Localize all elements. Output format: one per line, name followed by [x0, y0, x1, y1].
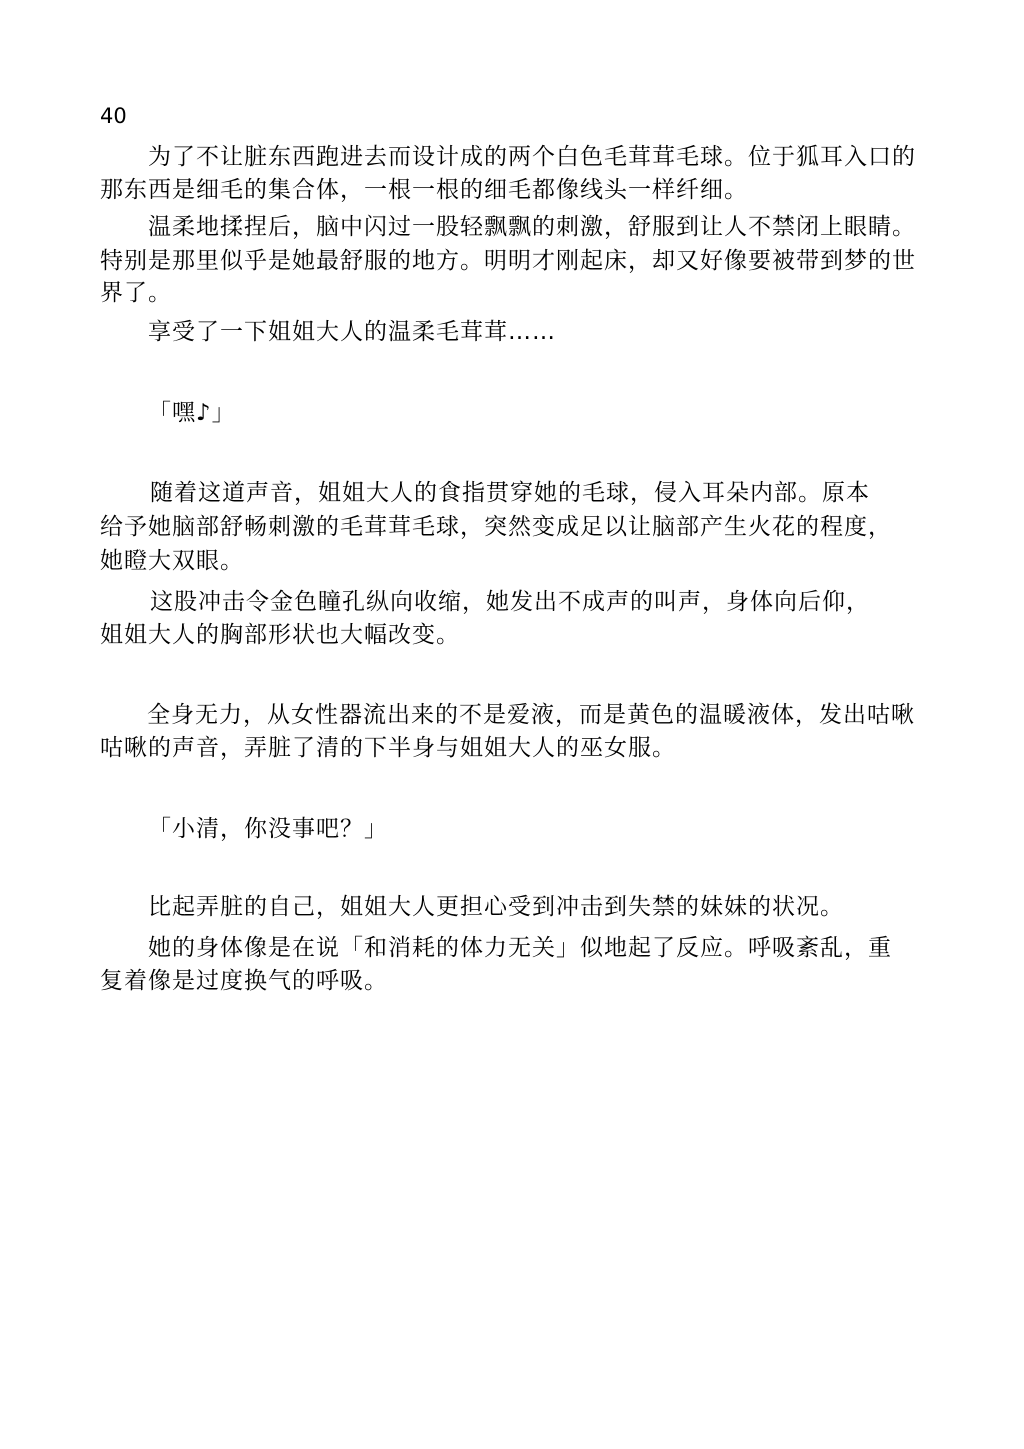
paragraph-line: 温柔地揉捏后，脑中闪过一股轻飘飘的刺激，舒服到让人不禁闭上眼睛。: [148, 214, 916, 240]
paragraph-line: 全身无力，从女性器流出来的不是爱液，而是黄色的温暖液体，发出咕啾: [147, 702, 915, 728]
paragraph-line: 她瞪大双眼。: [100, 548, 244, 574]
paragraph-line: 享受了一下姐姐大人的温柔毛茸茸……: [148, 319, 556, 345]
paragraph-line: 那东西是细毛的集合体，一根一根的细毛都像线头一样纤细。: [100, 177, 748, 203]
paragraph-line: 界了。: [100, 280, 172, 306]
paragraph-line: 比起弄脏的自己，姐姐大人更担心受到冲击到失禁的妹妹的状况。: [148, 894, 844, 920]
page-number: 40: [100, 104, 127, 128]
paragraph-line: 姐姐大人的胸部形状也大幅改变。: [100, 622, 460, 648]
paragraph-line: 随着这道声音，姐姐大人的食指贯穿她的毛球，侵入耳朵内部。原本: [150, 480, 870, 506]
paragraph-line: 给予她脑部舒畅刺激的毛茸茸毛球，突然变成足以让脑部产生火花的程度，: [100, 514, 892, 540]
paragraph-line: 咕啾的声音，弄脏了清的下半身与姐姐大人的巫女服。: [100, 735, 676, 761]
dialogue-line: 「小清，你没事吧？」: [148, 816, 388, 842]
paragraph-line: 她的身体像是在说「和消耗的体力无关」似地起了反应。呼吸紊乱，重: [148, 935, 892, 961]
paragraph-line: 这股冲击令金色瞳孔纵向收缩，她发出不成声的叫声，身体向后仰，: [150, 589, 870, 615]
paragraph-line: 为了不让脏东西跑进去而设计成的两个白色毛茸茸毛球。位于狐耳入口的: [148, 144, 916, 170]
paragraph-line: 特别是那里似乎是她最舒服的地方。明明才刚起床，却又好像要被带到梦的世: [100, 248, 916, 274]
paragraph-line: 复着像是过度换气的呼吸。: [100, 968, 388, 994]
dialogue-line: 「嘿♪」: [148, 400, 236, 426]
